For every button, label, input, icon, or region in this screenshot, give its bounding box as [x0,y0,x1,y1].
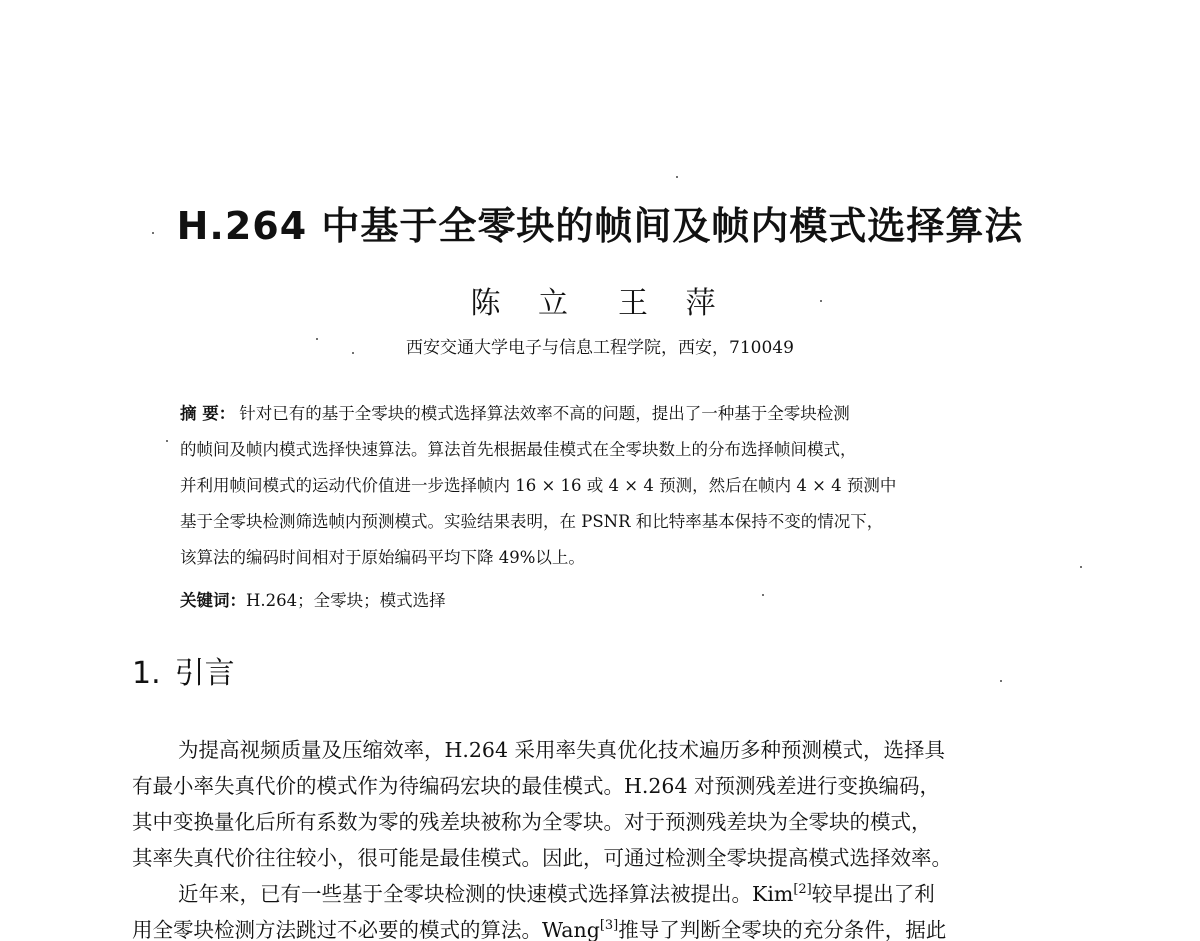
abstract-label: 摘 要： [180,404,236,423]
scan-speck [152,232,154,234]
paragraph-line: 近年来，已有一些基于全零块检测的快速模式选择算法被提出。Kim[2]较早提出了利 [178,882,935,906]
scan-speck [820,300,822,302]
keywords-label: 关键词： [180,591,246,610]
scan-speck [762,594,764,596]
abstract-line: 的帧间及帧内模式选择快速算法。算法首先根据最佳模式在全零块数上的分布选择帧间模式， [180,440,857,459]
scan-speck [1080,566,1082,568]
section-number: 1. [132,656,161,691]
scan-speck [166,440,168,442]
section-heading [132,652,235,696]
keywords [180,586,446,616]
keywords-text: H.264；全零块；模式选择 [246,591,446,610]
paragraph-line: 有最小率失真代价的模式作为待编码宏块的最佳模式。H.264 对预测残差进行变换编码， [132,774,941,798]
scan-speck [676,176,678,178]
author-affiliation: 西安交通大学电子与信息工程学院，西安，710049 [406,338,794,358]
abstract-line: 基于全零块检测筛选帧内预测模式。实验结果表明，在 PSNR 和比特率基本保持不变的情况下， [180,512,884,531]
paragraph-line: 其率失真代价往往较小，很可能是最佳模式。因此，可通过检测全零块提高模式选择效率。 [132,846,952,870]
abstract-line: 并利用帧间模式的运动代价值进一步选择帧内 16 × 16 或 4 × 4 预测，然后在帧内 4 × 4 预测中 [180,476,897,495]
scan-speck [316,338,318,340]
abstract [180,396,1030,576]
paragraph-line: 用全零块检测方法跳过不必要的模式的算法。Wang[3]推导了判断全零块的充分条件，据此 [132,918,947,941]
scan-speck [352,352,354,354]
citation-ref: [3] [599,918,619,934]
body-text [132,732,1072,941]
author-list [0,282,1200,326]
author-name: 陈 立 [470,286,582,321]
abstract-line: 摘 要： 针对已有的基于全零块的模式选择算法效率不高的问题，提出了一种基于全零块检测 [180,404,850,423]
citation-ref: [2] [793,882,812,898]
paragraph-line: 其中变换量化后所有系数为零的残差块被称为全零块。对于预测残差块为全零块的模式， [132,810,932,834]
author-name: 王 萍 [618,286,730,321]
paper-title: H.264 中基于全零块的帧间及帧内模式选择算法 [176,204,1024,248]
scan-speck [1000,680,1002,682]
paragraph-line: 为提高视频质量及压缩效率，H.264 采用率失真优化技术遍历多种预测模式，选择具 [178,738,946,762]
section-title: 引言 [174,656,235,691]
abstract-line: 该算法的编码时间相对于原始编码平均下降 49%以上。 [180,548,585,567]
